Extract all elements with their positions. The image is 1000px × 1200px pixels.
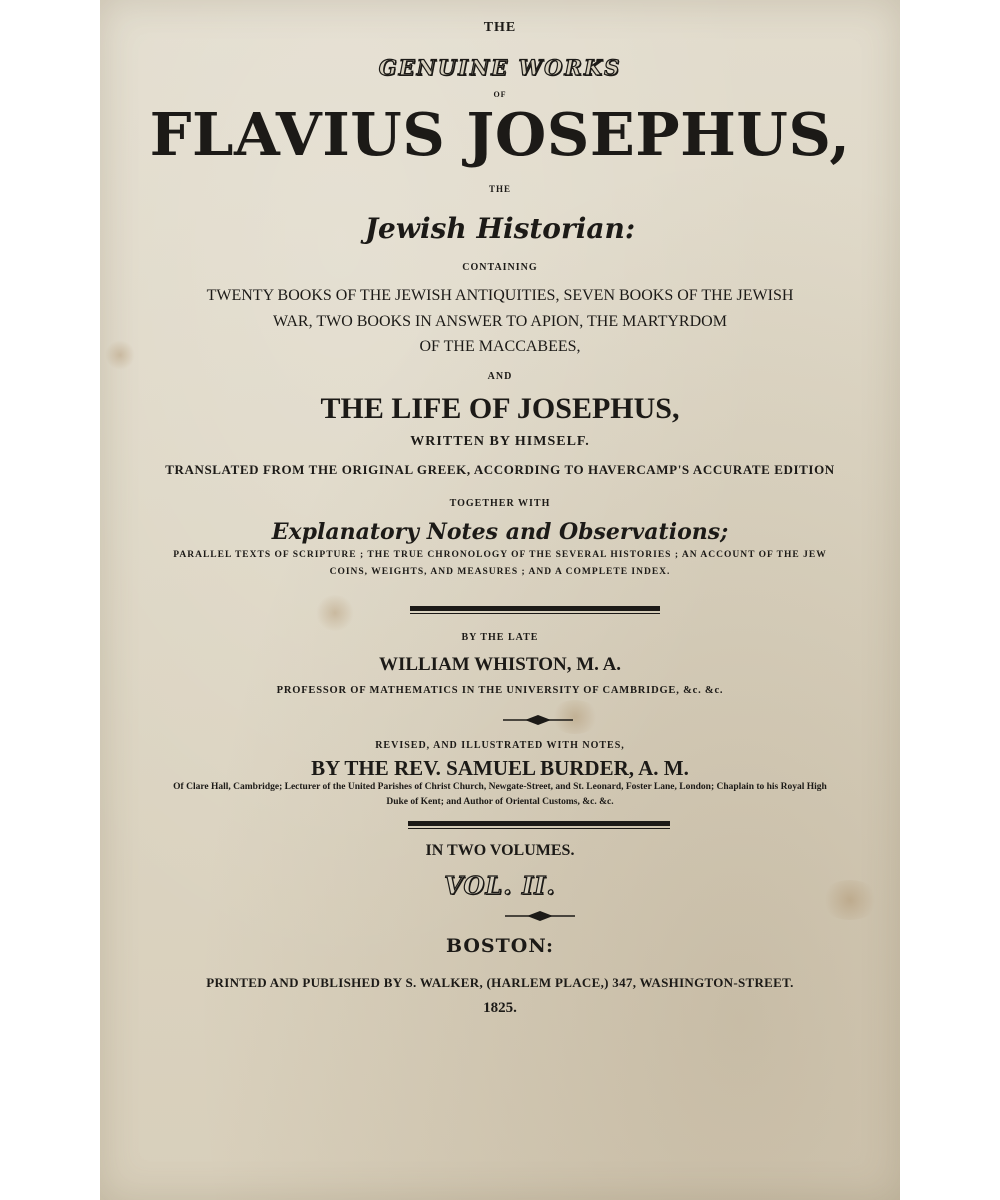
jewish-historian: Jewish Historian: xyxy=(364,212,636,245)
contents-line-3: OF THE MACCABEES, xyxy=(419,338,581,355)
revised-line: REVISED, AND ILLUSTRATED WITH NOTES, xyxy=(375,740,625,751)
stain xyxy=(315,595,355,631)
title-page xyxy=(100,0,900,1200)
divider-rule-thin xyxy=(410,613,660,614)
whiston-name: WILLIAM WHISTON, M. A. xyxy=(378,654,622,675)
two-volumes: IN TWO VOLUMES. xyxy=(425,842,575,859)
of-word: OF xyxy=(493,90,507,99)
explanatory-notes: Explanatory Notes and Observations; xyxy=(271,519,729,545)
divider-rule xyxy=(410,606,660,611)
city: BOSTON: xyxy=(445,935,555,957)
contents-line-1: TWENTY BOOKS OF THE JEWISH ANTIQUITIES, SEVEN BOOKS OF THE JEWISH xyxy=(206,287,794,304)
and-word: AND xyxy=(487,371,513,382)
together-with: TOGETHER WITH xyxy=(449,498,551,509)
burder-line-1: Of Clare Hall, Cambridge; Lecturer of the United Parishes of Christ Church, Newgate-Street, and St. Leonard, Foster Lane, London; Chaplain to his Royal High xyxy=(173,782,827,792)
parallel-line-1: PARALLEL TEXTS OF SCRIPTURE ; THE TRUE CHRONOLOGY OF THE SEVERAL HISTORIES ; AN ACCOUNT OF THE JEW xyxy=(173,550,827,560)
author-name: FLAVIUS JOSEPHUS, xyxy=(149,100,851,169)
the-second: THE xyxy=(488,184,511,194)
by-the-late: BY THE LATE xyxy=(461,632,539,643)
contents-line-2: WAR, TWO BOOKS IN ANSWER TO APION, THE MARTYRDOM xyxy=(273,313,727,330)
translated-line: TRANSLATED FROM THE ORIGINAL GREEK, ACCORDING TO HAVERCAMP'S ACCURATE EDITION xyxy=(165,462,835,477)
containing-word: CONTAINING xyxy=(462,262,538,273)
volume-number: VOL. II. xyxy=(444,871,556,900)
the-heading: THE xyxy=(483,20,517,35)
parallel-line-2: COINS, WEIGHTS, AND MEASURES ; AND A COMPLETE INDEX. xyxy=(329,567,671,577)
written-by-himself: WRITTEN BY HIMSELF. xyxy=(410,434,590,449)
publication-year: 1825. xyxy=(483,1000,517,1016)
whiston-title: PROFESSOR OF MATHEMATICS IN THE UNIVERSITY OF CAMBRIDGE, &c. &c. xyxy=(276,685,724,696)
burder-name: BY THE REV. SAMUEL BURDER, A. M. xyxy=(311,756,689,780)
genuine-works-heading: GENUINE WORKS xyxy=(378,55,622,80)
divider-rule-2 xyxy=(408,821,670,826)
life-title: THE LIFE OF JOSEPHUS, xyxy=(320,392,680,425)
divider-rule-2-thin xyxy=(408,828,670,829)
burder-line-2: Duke of Kent; and Author of Oriental Customs, &c. &c. xyxy=(386,797,614,807)
ornament-divider xyxy=(503,714,573,726)
ornament-divider-2 xyxy=(505,910,575,922)
printer-line: PRINTED AND PUBLISHED BY S. WALKER, (HARLEM PLACE,) 347, WASHINGTON-STREET. xyxy=(206,975,794,990)
